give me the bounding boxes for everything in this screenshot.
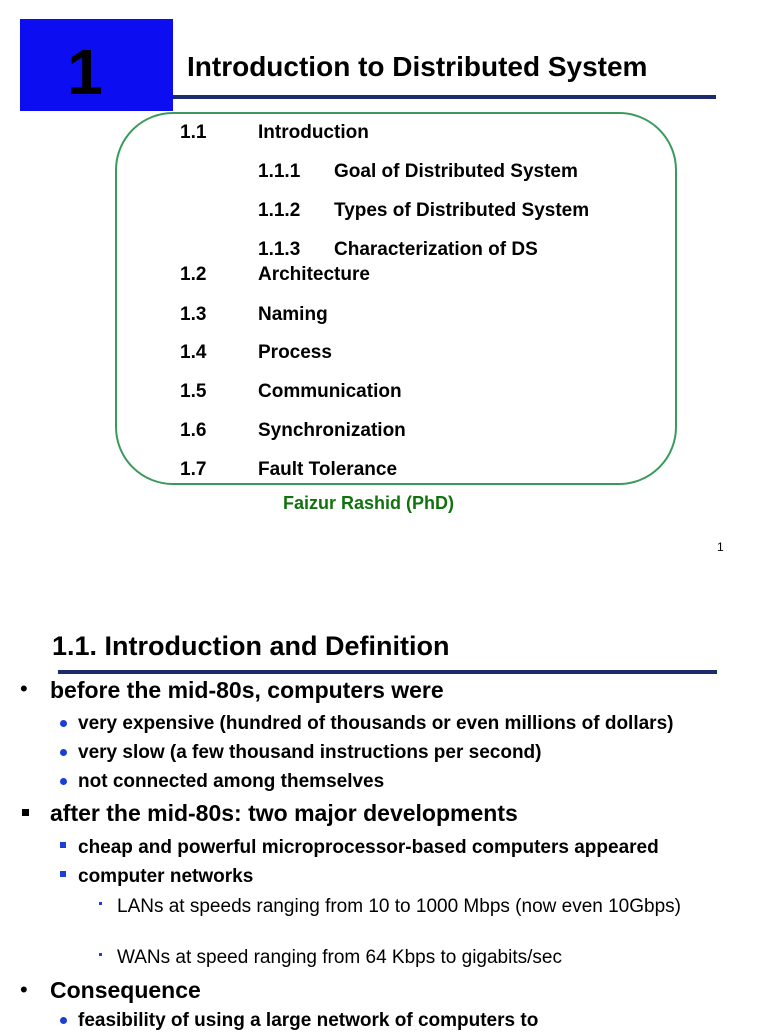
toc-item-number: 1.1.2 <box>258 200 301 221</box>
chapter-number: 1 <box>67 36 103 108</box>
bullet-level2: computer networks <box>78 866 254 887</box>
bullet-dot-icon: • <box>20 676 28 701</box>
toc-item-number: 1.7 <box>180 459 207 480</box>
toc-item-number: 1.6 <box>180 420 207 441</box>
toc-item-number: 1.3 <box>180 304 207 325</box>
bullet-level2: cheap and powerful microprocessor-based computers appeared <box>78 837 659 858</box>
bullet-level2: very slow (a few thousand instructions per second) <box>78 742 542 763</box>
toc-item-label: Communication <box>258 381 402 402</box>
author-credit: Faizur Rashid (PhD) <box>283 493 455 513</box>
blue-dot-bullet-icon <box>60 778 67 785</box>
toc-item-number: 1.4 <box>180 342 207 363</box>
toc-item-label: Types of Distributed System <box>334 200 590 221</box>
blue-dot-bullet-icon <box>60 1017 67 1024</box>
bullet-level2: very expensive (hundred of thousands or even millions of dollars) <box>78 713 674 734</box>
toc-item-number: 1.1.3 <box>258 239 301 260</box>
toc-item-label: Architecture <box>258 264 370 285</box>
toc-item-label: Goal of Distributed System <box>334 161 578 182</box>
page-number: 1 <box>717 540 724 554</box>
toc-item-label: Fault Tolerance <box>258 459 398 480</box>
title-underline <box>173 95 716 99</box>
toc-item-number: 1.2 <box>180 264 207 285</box>
toc-item-label: Naming <box>258 304 328 325</box>
bullet-dot-icon: • <box>20 977 28 1002</box>
blue-square-bullet-icon <box>60 871 66 877</box>
bullet-level2: feasibility of using a large network of computers to <box>78 1010 539 1031</box>
bullet-level1: after the mid-80s: two major developments <box>50 800 518 826</box>
tiny-square-bullet-icon <box>99 902 102 905</box>
bullet-level1: Consequence <box>50 977 201 1003</box>
slide-title: Introduction to Distributed System <box>187 51 648 82</box>
bullet-level2: not connected among themselves <box>78 771 385 792</box>
toc-item-label: Synchronization <box>258 420 406 441</box>
tiny-square-bullet-icon <box>99 953 102 956</box>
toc-item-label: Characterization of DS <box>334 239 538 260</box>
bullet-level3: WANs at speed ranging from 64 Kbps to gigabits/sec <box>117 947 562 968</box>
bullet-level1: before the mid-80s, computers were <box>50 677 444 703</box>
toc-item-number: 1.1 <box>180 122 207 143</box>
bullet-level3: LANs at speeds ranging from 10 to 1000 Mbps (now even 10Gbps) <box>117 896 681 917</box>
toc-item-label: Introduction <box>258 122 369 143</box>
toc-item-number: 1.1.1 <box>258 161 301 182</box>
square-bullet-icon <box>22 809 29 816</box>
toc-item-label: Process <box>258 342 332 363</box>
blue-dot-bullet-icon <box>60 749 67 756</box>
section-title-underline <box>58 670 717 674</box>
section-title: 1.1. Introduction and Definition <box>52 631 450 661</box>
toc-item-number: 1.5 <box>180 381 207 402</box>
blue-square-bullet-icon <box>60 842 66 848</box>
blue-dot-bullet-icon <box>60 720 67 727</box>
